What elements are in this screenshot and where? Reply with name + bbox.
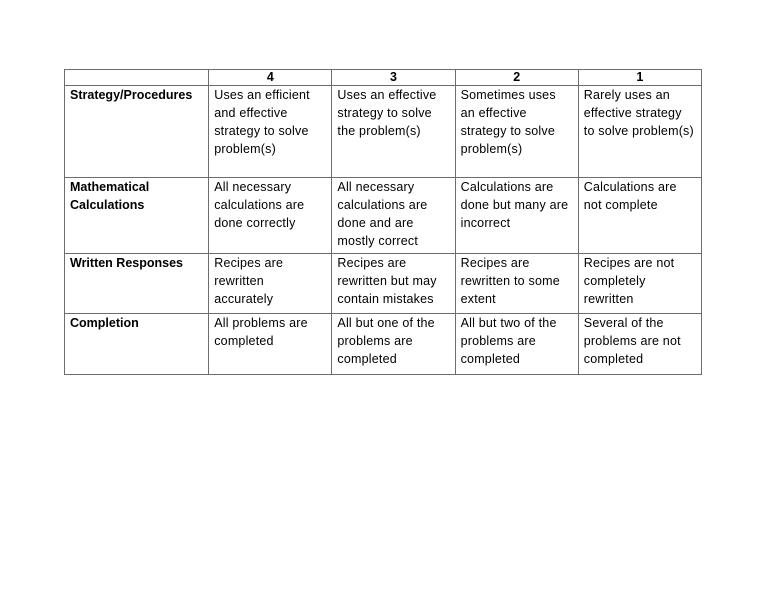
table-row (65, 86, 702, 178)
criterion-label: Written Responses (65, 254, 209, 314)
rubric-cell: Uses an efficient and effective strategy to solve problem(s) (209, 86, 332, 178)
table-row (65, 314, 702, 375)
header-criterion-cell (65, 70, 209, 86)
rubric-cell: All problems are completed (209, 314, 332, 375)
rubric-cell: All necessary calculations are done and are mostly correct (332, 178, 455, 254)
rubric-cell: Calculations are not complete (578, 178, 701, 254)
rubric-cell: Recipes are not completely rewritten (578, 254, 701, 314)
rubric-cell: Sometimes uses an effective strategy to solve problem(s) (455, 86, 578, 178)
rubric-cell: Calculations are done but many are incorrect (455, 178, 578, 254)
header-score-4: 4 (209, 70, 332, 86)
header-score-3: 3 (332, 70, 455, 86)
criterion-label: Completion (65, 314, 209, 375)
criterion-label: Mathematical Calculations (65, 178, 209, 254)
rubric-cell: All necessary calculations are done correctly (209, 178, 332, 254)
rubric-cell: Several of the problems are not completed (578, 314, 701, 375)
rubric-cell: Rarely uses an effective strategy to solve problem(s) (578, 86, 701, 178)
rubric-cell: Uses an effective strategy to solve the problem(s) (332, 86, 455, 178)
criterion-label: Strategy/Procedures (65, 86, 209, 178)
table-row (65, 254, 702, 314)
table-row (65, 178, 702, 254)
rubric-cell: All but two of the problems are completed (455, 314, 578, 375)
header-score-1: 1 (578, 70, 701, 86)
rubric-table (64, 69, 702, 375)
rubric-cell: Recipes are rewritten to some extent (455, 254, 578, 314)
rubric-cell: All but one of the problems are completed (332, 314, 455, 375)
rubric-cell: Recipes are rewritten but may contain mistakes (332, 254, 455, 314)
header-score-2: 2 (455, 70, 578, 86)
rubric-cell: Recipes are rewritten accurately (209, 254, 332, 314)
header-row (65, 70, 702, 86)
